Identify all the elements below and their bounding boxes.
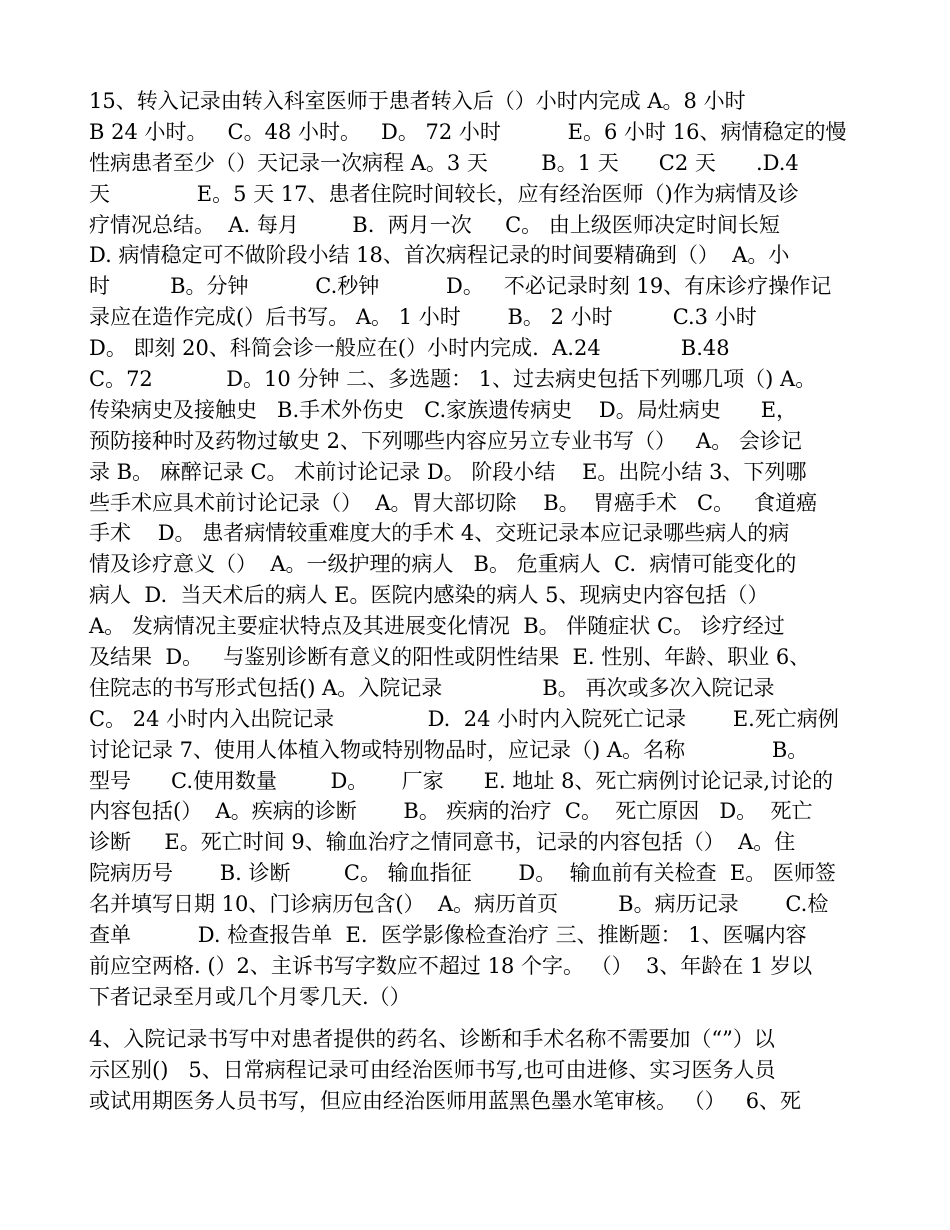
text-line: 性病患者至少（）天记录一次病程 A。3 天 B。1 天 C2 天 .D.4: [89, 150, 799, 175]
text-line: D. 病情稳定可不做阶段小结 18、首次病程记录的时间要精确到（） A。小: [89, 243, 790, 268]
text-line: 前应空两格. (）2、主诉书写字数应不超过 18 个字。 （） 3、年龄在 1 岁以: [89, 953, 813, 978]
text-line: 住院志的书写形式包括() A。入院记录 B。 再次或多次入院记录: [89, 675, 775, 700]
text-line: C。72 D。10 分钟 二、多选题： 1、过去病史包括下列哪几项（) A。: [89, 367, 817, 392]
text-line: 预防接种时及药物过敏史 2、下列哪些内容应另立专业书写（） A。 会诊记: [89, 428, 802, 453]
text-line: A。 发病情况主要症状特点及其进展变化情况 B。 伴随症状 C。 诊疗经过: [89, 614, 785, 639]
text-line: 手术 D。 患者病情较重难度大的手术 4、交班记录本应记录哪些病人的病: [89, 521, 790, 546]
text-line: 名并填写日期 10、门诊病历包含(） A。病历首页 B。病历记录 C.检: [89, 892, 829, 917]
text-line: 讨论记录 7、使用人体植入物或特别物品时，应记录（) A。名称 B。: [89, 737, 809, 762]
text-line: 录应在造作完成(）后书写。 A。 1 小时 B。 2 小时 C.3 小时: [89, 305, 757, 330]
text-line: 些手术应具术前讨论记录（） A。胃大部切除 B。 胃癌手术 C。 食道癌: [89, 490, 818, 515]
text-line: D。 即刻 20、科简会诊一般应在(）小时内完成. A.24 B.48: [89, 336, 730, 361]
text-line: 录 B。 麻醉记录 C。 术前讨论记录 D。 阶段小结 E。出院小结 3、下列哪: [89, 459, 807, 484]
text-line: B 24 小时。 C。48 小时。 D。 72 小时 E。6 小时 16、病情稳定的慢: [89, 119, 847, 144]
text-line: 及结果 D。 与鉴别诊断有意义的阳性或阴性结果 E. 性别、年龄、职业 6、: [89, 645, 811, 670]
text-line: 诊断 E。死亡时间 9、输血治疗之情同意书，记录的内容包括（） A。住: [89, 830, 796, 855]
text-line: 查单 D. 检查报告单 E. 医学影像检查治疗 三、推断题： 1、医嘱内容: [89, 923, 807, 948]
text-line: 内容包括(） A。疾病的诊断 B。 疾病的治疗 C。 死亡原因 D。 死亡: [89, 799, 813, 824]
text-line: 疗情况总结。 A. 每月 B. 两月一次 C。 由上级医师决定时间长短: [89, 212, 780, 237]
text-line: 15、转入记录由转入科室医师于患者转入后（）小时内完成 A。8 小时: [89, 89, 746, 113]
text-line: 传染病史及接触史 B.手术外伤史 C.家族遗传病史 D。局灶病史 E，: [89, 397, 798, 422]
text-line: 院病历号 B. 诊断 C。 输血指征 D。 输血前有关检查 E。 医师签: [89, 861, 836, 886]
paragraph-2: [89, 1024, 864, 1117]
paragraph-1: [89, 86, 864, 1013]
text-line: 情及诊疗意义（） A。一级护理的病人 B。 危重病人 C. 病情可能变化的: [89, 552, 797, 577]
text-line: 时 B。分钟 C.秒钟 D。 不必记录时刻 19、有床诊疗操作记: [89, 274, 832, 299]
text-line: 型号 C.使用数量 D。 厂家 E. 地址 8、死亡病例讨论记录,讨论的: [89, 768, 834, 793]
text-line: 病人 D. 当天术后的病人 E。医院内感染的病人 5、现病史内容包括（）: [89, 583, 769, 608]
text-line: 示区别() 5、日常病程记录可由经治医师书写,也可由进修、实习医务人员: [89, 1057, 776, 1082]
text-line: C。 24 小时内入出院记录 D. 24 小时内入院死亡记录 E.死亡病例: [89, 706, 839, 731]
text-line: 4、入院记录书写中对患者提供的药名、诊断和手术名称不需要加（“”）以: [89, 1027, 775, 1051]
text-line: 天 E。5 天 17、患者住院时间较长，应有经治医师（)作为病情及诊: [89, 181, 799, 206]
text-line: 或试用期医务人员书写，但应由经治医师用蓝黑色墨水笔审核。 （） 6、死: [89, 1088, 802, 1113]
text-line: 下者记录至月或几个月零几天.（）: [89, 984, 411, 1009]
